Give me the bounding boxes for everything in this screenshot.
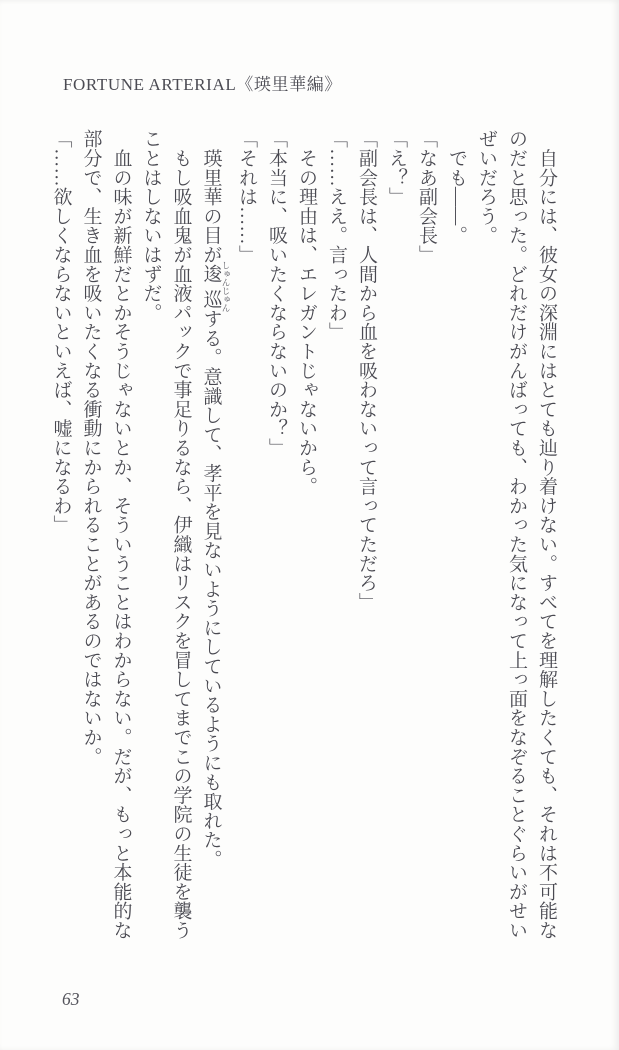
paragraph: 「なあ副会長」 (416, 129, 437, 265)
paragraph: 「本当に、吸いたくならないのか？」 (266, 129, 287, 458)
paragraph: 「……ええ。言ったわ」 (326, 129, 347, 342)
paragraph: でも――。 (446, 129, 467, 245)
page-text (46, 129, 562, 951)
running-header: FORTUNE ARTERIAL《瑛里華編》 (63, 75, 342, 94)
paragraph: 瑛里華の目が逡巡 しゅんじゅんする。意識して、孝平を見ないようにしているようにも取れた。 (200, 129, 231, 869)
paragraph: 「それは……」 (236, 129, 257, 265)
paragraph: 自分には、彼女の深淵にはとても辿り着けない。すべてを理解したくても、それは不可能なのだと思った。どれだけがんばっても、わかった気になって上っ面をなぞることぐらいがせいぜいだろう。 (476, 129, 557, 940)
paragraph: 「……欲しくならないといえば、嘘になるわ」 (50, 129, 72, 535)
paragraph: 「副会長は、人間から血を吸わないって言ってただろ」 (356, 129, 377, 612)
paragraph: 血の味が新鮮だとかそうじゃないとか、そういうことはわからない。だが、もっと本能的な部分で、生き血を吸いたくなる衝動にかられることがあるのではないか。 (80, 129, 132, 940)
paragraph: その理由は、エレガントじゃないから。 (296, 129, 317, 496)
paragraph: もし吸血鬼が血液パックで事足りるなら、伊織はリスクを冒してまでこの学院の生徒を襲うことはしないはずだ。 (140, 129, 192, 940)
furigana-annotation: 逡巡 しゅんじゅん (200, 261, 231, 313)
page-number: 63 (62, 989, 80, 1009)
paragraph: 「え？」 (386, 129, 407, 207)
